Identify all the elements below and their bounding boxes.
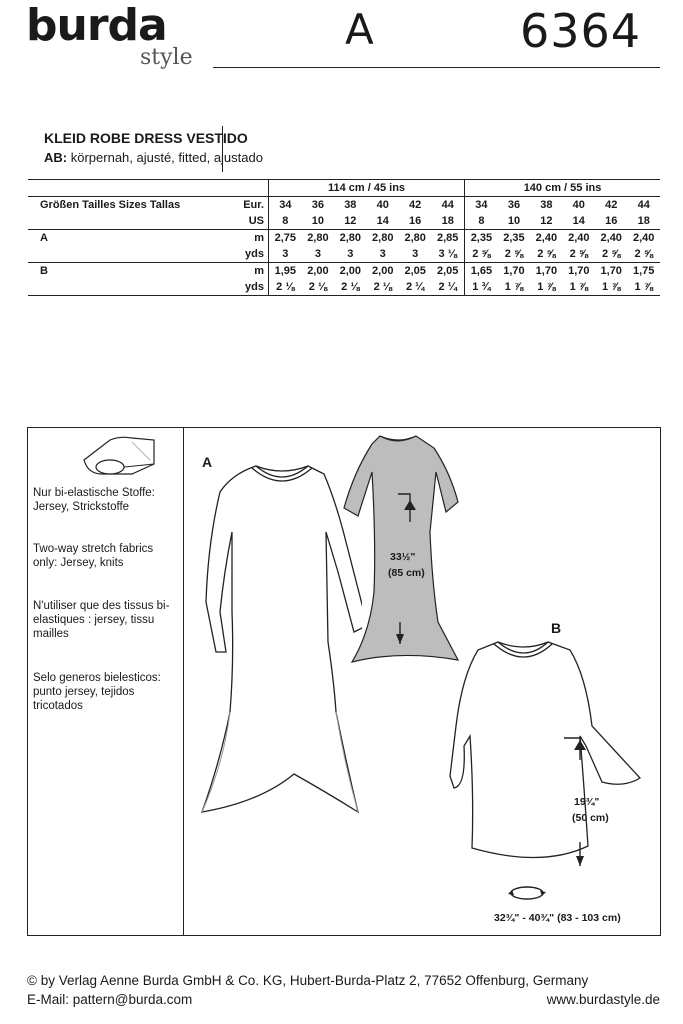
hem-circumference-icon (506, 882, 548, 904)
eur-size-row (28, 197, 660, 214)
table-cell: 16 (399, 213, 431, 230)
view-a-label: A (202, 454, 213, 470)
table-cell: 1,95 (269, 263, 302, 280)
row-unit: yds (226, 246, 269, 263)
note-de: Nur bi-elastische Stoffe: Jersey, Strickstoffe (33, 487, 155, 513)
table-cell: 38 (530, 197, 562, 214)
table-cell: 3 (334, 246, 366, 263)
table-cell: 1 ⅞ (595, 279, 627, 296)
table-cell: 8 (269, 213, 302, 230)
fabric-width-1: 114 cm / 45 ins (269, 180, 465, 197)
fabric-requirements-table (28, 179, 660, 296)
table-cell: 3 (367, 246, 399, 263)
table-cell: 42 (399, 197, 431, 214)
table-cell: 14 (367, 213, 399, 230)
view-b-label: B (551, 620, 562, 636)
table-cell: 2,80 (404, 232, 426, 244)
table-row (28, 246, 660, 263)
table-cell: 2,00 (372, 265, 394, 277)
table-cell: 34 (465, 197, 498, 214)
table-cell: 2 ⅝ (627, 246, 660, 263)
table-cell: 8 (465, 213, 498, 230)
table-cell: 2 ⅝ (498, 246, 530, 263)
email-line: E-Mail: pattern@burda.com (27, 992, 193, 1007)
table-cell: 2 ⅝ (595, 246, 627, 263)
table-cell: 2 ⅝ (530, 246, 562, 263)
table-cell: 10 (302, 213, 334, 230)
table-cell: 2 ¼ (431, 279, 464, 296)
table-cell: 18 (431, 213, 464, 230)
table-cell: 2,40 (633, 232, 655, 244)
table-cell: 2,05 (437, 265, 459, 277)
table-cell: 12 (334, 213, 366, 230)
us-label: US (226, 213, 269, 230)
table-cell: 36 (302, 197, 334, 214)
table-cell: 1 ⅞ (627, 279, 660, 296)
table-cell: 38 (334, 197, 366, 214)
table-cell: 2,75 (269, 230, 302, 247)
table-cell: 2 ⅝ (465, 246, 498, 263)
eur-label: Eur. (226, 197, 269, 214)
row-view-label (28, 279, 226, 296)
website-link[interactable]: www.burdastyle.de (546, 992, 660, 1007)
table-cell: 42 (595, 197, 627, 214)
table-cell: 2 ⅝ (563, 246, 595, 263)
note-fr: N'utiliser que des tissus bi-elastiques : jersey, tissu mailles (33, 600, 170, 640)
table-cell: 1 ¾ (465, 279, 498, 296)
table-cell: 40 (367, 197, 399, 214)
table-cell: 3 ⅛ (431, 246, 464, 263)
note-es: Selo generos bielesticos: punto jersey, tejidos tricotados (33, 672, 161, 712)
size-label: Größen Tailles Sizes Tallas (28, 197, 226, 214)
table-cell: 2 ⅛ (334, 279, 366, 296)
table-cell: 44 (627, 197, 660, 214)
table-cell: 2 ⅛ (302, 279, 334, 296)
view-letter: A (345, 5, 374, 54)
row-unit: m (254, 232, 264, 244)
view-b-length-in: 19¾" (574, 796, 600, 808)
table-cell: 2,35 (465, 230, 498, 247)
table-cell: 1,70 (535, 265, 558, 277)
table-cell: 2,40 (568, 232, 590, 244)
view-a-length-cm: (85 cm) (388, 567, 425, 579)
table-cell: 14 (563, 213, 595, 230)
table-cell: 3 (399, 246, 431, 263)
fit-description (44, 150, 263, 166)
table-cell: 2,40 (535, 232, 558, 244)
table-cell: 12 (530, 213, 562, 230)
row-view-label: A (40, 232, 48, 244)
table-row (28, 263, 660, 280)
row-view-label (28, 246, 226, 263)
table-cell: 18 (627, 213, 660, 230)
table-cell: 2,80 (339, 232, 362, 244)
fabric-bolt-icon (80, 434, 160, 478)
table-cell: 1,75 (633, 265, 655, 277)
table-cell: 1 ⅞ (498, 279, 530, 296)
note-en: Two-way stretch fabrics only: Jersey, knits (33, 543, 154, 569)
views-label: AB: (44, 150, 68, 165)
table-cell: 2,80 (307, 232, 329, 244)
table-cell: 2,00 (307, 265, 329, 277)
view-b-hem-range: 32¾" - 40¾" (83 - 103 cm) (494, 912, 621, 924)
brand-logo: burda (26, 0, 167, 51)
table-cell: 36 (498, 197, 530, 214)
view-a-length-in: 33½" (390, 551, 416, 563)
view-b-length-cm: (50 cm) (572, 812, 609, 824)
row-unit: m (254, 265, 264, 277)
table-cell: 2,40 (600, 232, 622, 244)
table-cell: 1 ⅞ (530, 279, 562, 296)
table-cell: 2 ⅛ (269, 279, 302, 296)
table-cell: 2,80 (372, 232, 394, 244)
table-cell: 3 (302, 246, 334, 263)
copyright-line: © by Verlag Aenne Burda GmbH & Co. KG, Hubert-Burda-Platz 2, 77652 Offenburg, Germany (27, 973, 589, 988)
header-rule (213, 67, 660, 68)
garment-title: KLEID ROBE DRESS VESTIDO (44, 130, 248, 146)
table-cell: 16 (595, 213, 627, 230)
table-cell: 34 (269, 197, 302, 214)
table-cell: 1,70 (600, 265, 622, 277)
row-view-label: B (40, 265, 48, 277)
table-cell: 2,00 (339, 265, 362, 277)
table-cell: 44 (431, 197, 464, 214)
table-cell: 2,05 (404, 265, 426, 277)
table-cell: 1,70 (568, 265, 590, 277)
pattern-number: 6364 (520, 4, 642, 58)
table-cell: 2 ¼ (399, 279, 431, 296)
table-cell: 2 ⅛ (367, 279, 399, 296)
table-header-row (28, 180, 660, 197)
table-row (28, 279, 660, 296)
table-cell: 2,85 (437, 232, 459, 244)
row-unit: yds (226, 279, 269, 296)
fit-text: körpernah, ajusté, fitted, ajustado (70, 150, 263, 165)
view-a-front-drawing (196, 462, 362, 824)
table-cell: 1,65 (465, 263, 498, 280)
table-cell: 3 (269, 246, 302, 263)
table-cell: 1 ⅞ (563, 279, 595, 296)
table-row (28, 230, 660, 247)
table-cell: 40 (563, 197, 595, 214)
table-cell: 1,70 (503, 265, 525, 277)
table-cell: 2,35 (503, 232, 525, 244)
view-b-drawing (446, 636, 644, 874)
fabric-width-2: 140 cm / 55 ins (465, 180, 660, 197)
table-cell: 10 (498, 213, 530, 230)
brand-sub-logo: style (140, 45, 193, 70)
us-size-row (28, 213, 660, 230)
